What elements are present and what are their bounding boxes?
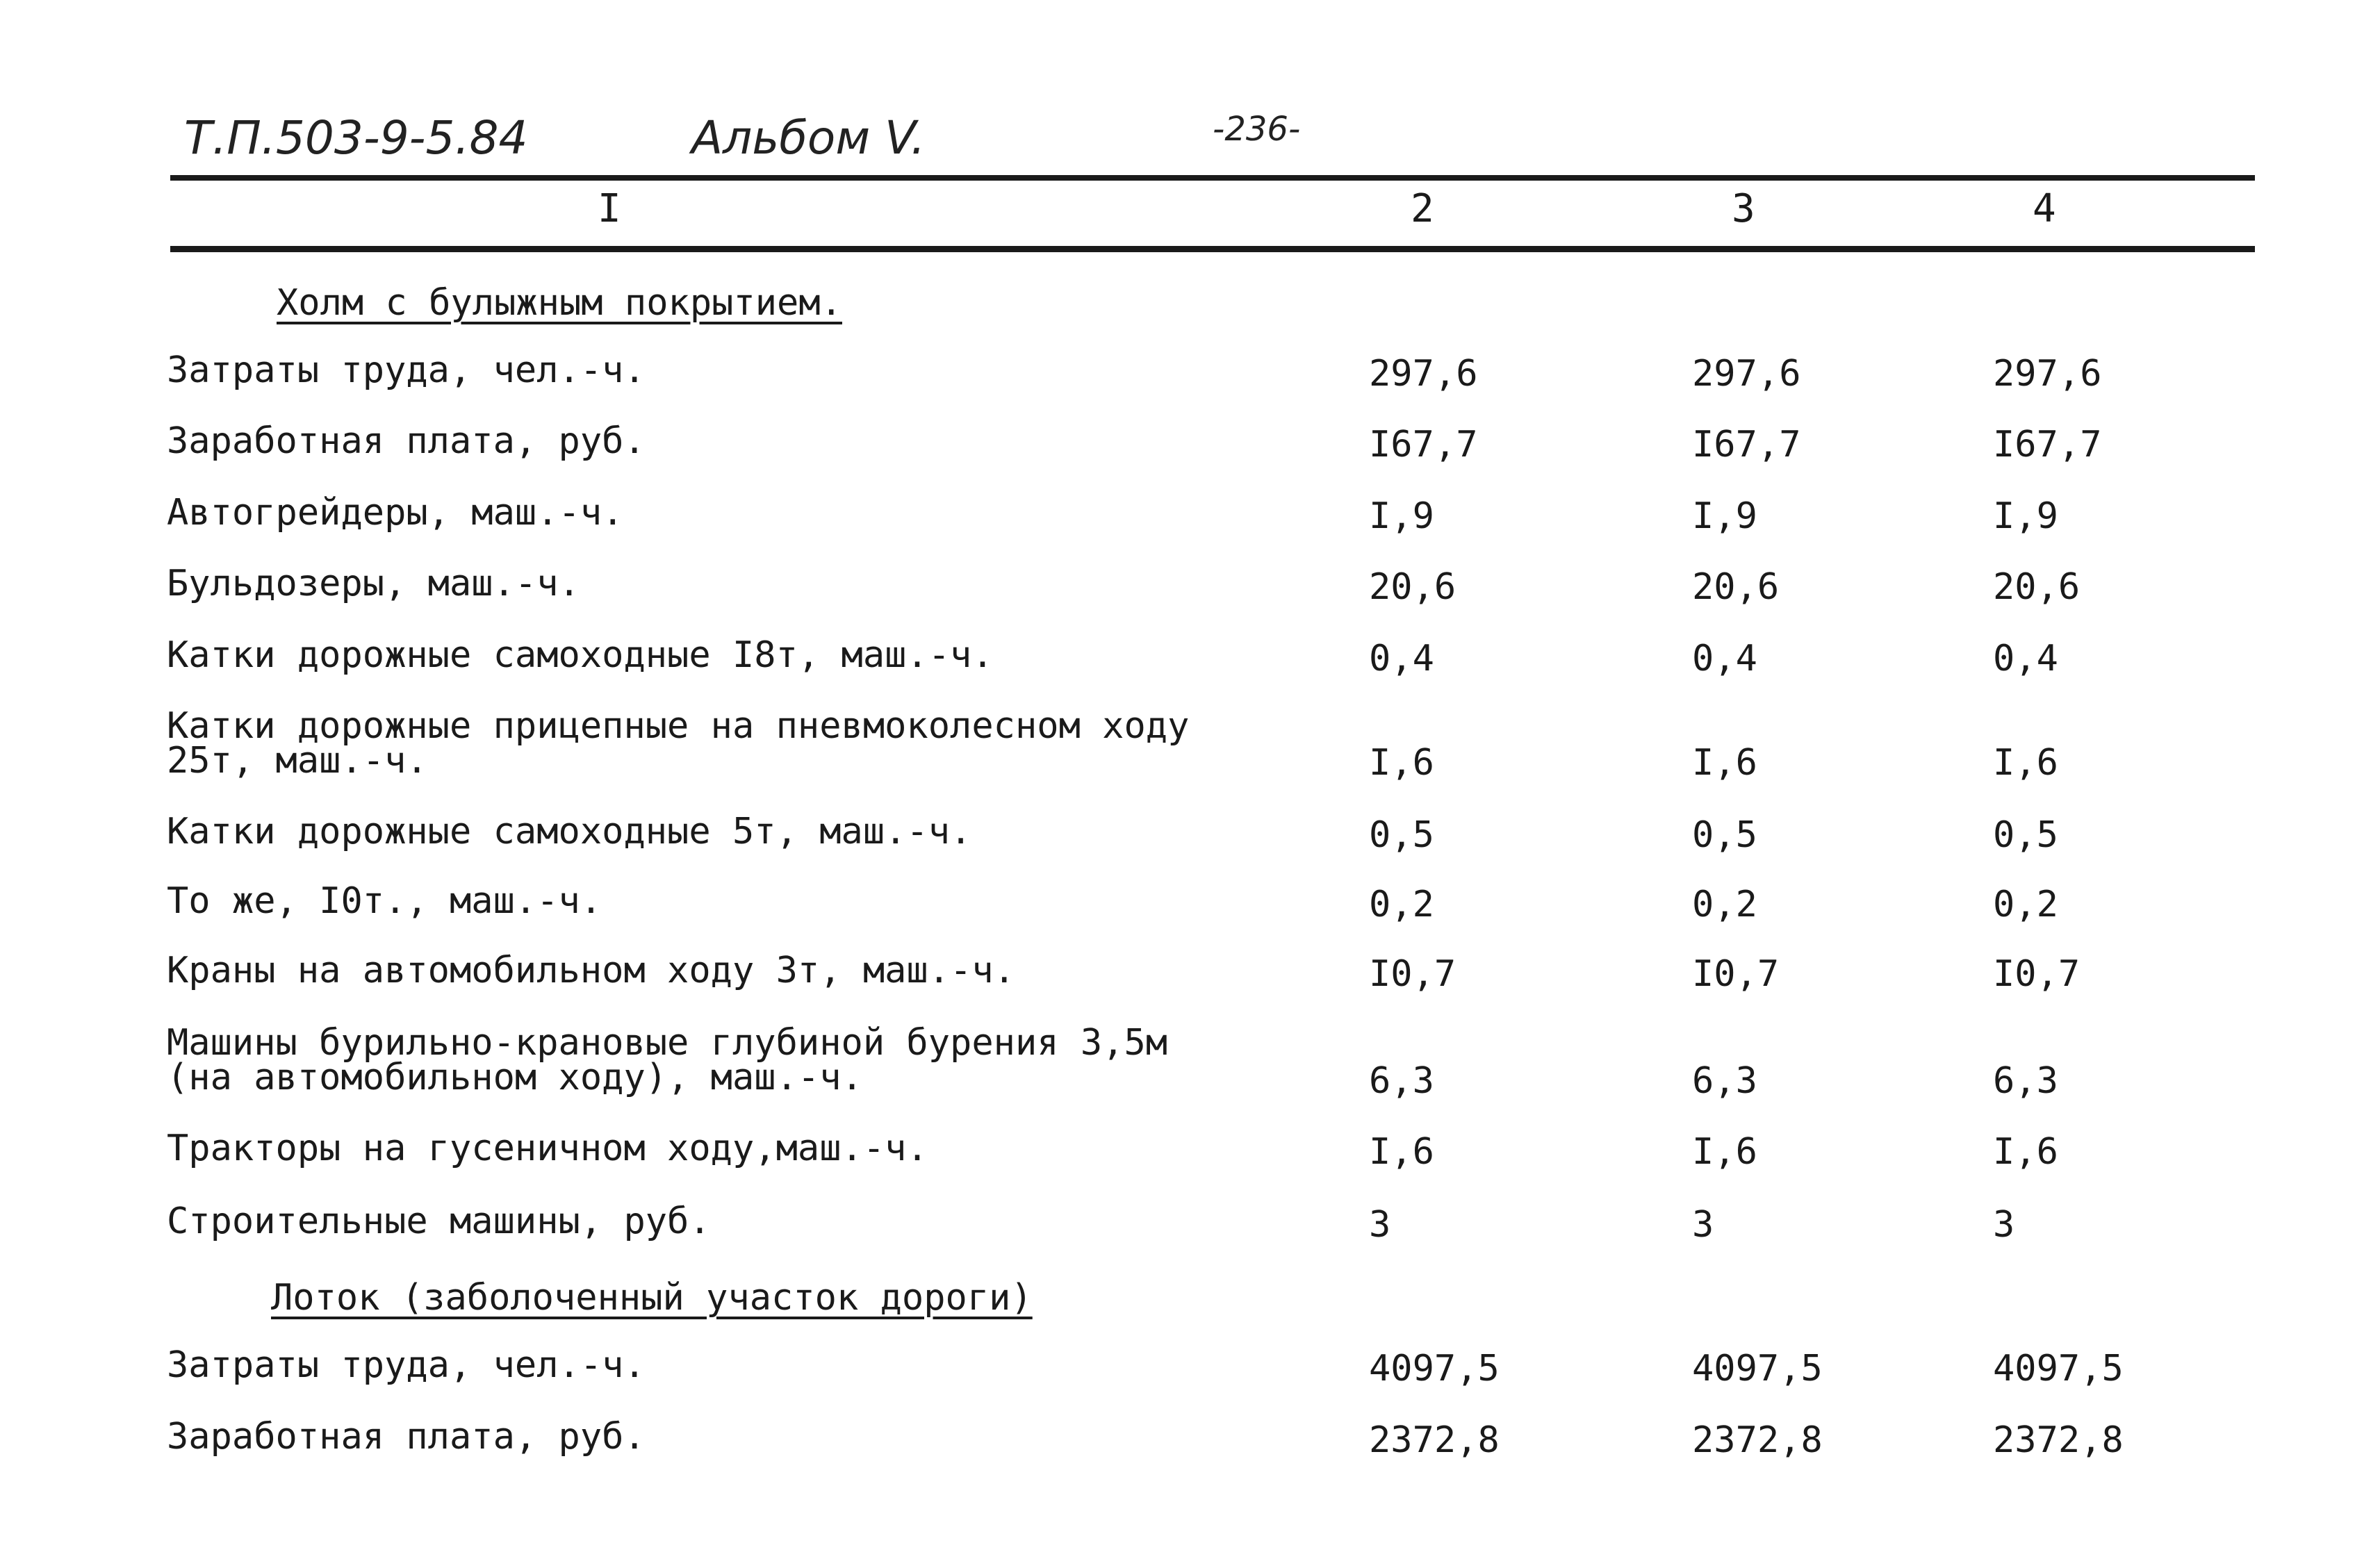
value-col-3: 297,6	[1692, 353, 1801, 395]
row-label: Затраты труда, чел.-ч.	[167, 349, 646, 391]
value-col-4: I67,7	[1993, 424, 2102, 465]
value-col-2: I,6	[1369, 742, 1434, 784]
value-col-2: I,6	[1369, 1131, 1434, 1173]
row-label: Строительные машины, руб.	[167, 1201, 711, 1242]
value-col-2: I67,7	[1369, 424, 1478, 465]
row-label: Заработная плата, руб.	[167, 1416, 646, 1458]
value-col-3: 0,5	[1692, 814, 1757, 856]
value-col-4: 0,2	[1993, 884, 2058, 925]
document-code: Т.П.503-9-5.84	[184, 111, 528, 165]
column-header-2: 2	[1411, 186, 1434, 231]
value-col-2: I0,7	[1369, 953, 1456, 995]
row-label: То же, I0т., маш.-ч.	[167, 880, 602, 922]
row-label: Автогрейдеры, маш.-ч.	[167, 492, 624, 534]
value-col-4: 4097,5	[1993, 1348, 2124, 1389]
value-col-3: I67,7	[1692, 424, 1801, 465]
value-col-3: 3	[1692, 1204, 1714, 1246]
value-col-3: 4097,5	[1692, 1348, 1823, 1389]
value-col-3: I,6	[1692, 742, 1757, 784]
value-col-2: 0,2	[1369, 884, 1434, 925]
row-label: Катки дорожные прицепные на пневмоколесном ходу 25т, маш.-ч.	[167, 705, 1190, 782]
value-col-4: 2372,8	[1993, 1419, 2124, 1461]
row-label: Машины бурильно-крановые глубиной бурения 3,5м (на автомобильном ходу), маш.-ч.	[167, 1022, 1168, 1098]
value-col-4: I,9	[1993, 495, 2058, 537]
value-col-3: I0,7	[1692, 953, 1780, 995]
value-col-4: 297,6	[1993, 353, 2102, 395]
value-col-4: I,6	[1993, 1131, 2058, 1173]
value-col-2: 20,6	[1369, 566, 1456, 608]
value-col-3: 2372,8	[1692, 1419, 1823, 1461]
value-col-2: 3	[1369, 1204, 1391, 1246]
value-col-3: 6,3	[1692, 1060, 1757, 1102]
value-col-2: 6,3	[1369, 1060, 1434, 1102]
value-col-2: 0,4	[1369, 638, 1434, 679]
row-label: Катки дорожные самоходные 5т, маш.-ч.	[167, 811, 972, 852]
album-label: Альбом V.	[691, 111, 926, 165]
value-col-4: 0,4	[1993, 638, 2058, 679]
value-col-2: 4097,5	[1369, 1348, 1500, 1389]
row-label: Краны на автомобильном ходу 3т, маш.-ч.	[167, 950, 1015, 991]
value-col-4: 0,5	[1993, 814, 2058, 856]
row-label: Заработная плата, руб.	[167, 420, 646, 462]
row-label: Бульдозеры, маш.-ч.	[167, 563, 580, 604]
column-header-3: 3	[1732, 186, 1755, 231]
section-title-hill: Холм с булыжным покрытием.	[277, 282, 842, 324]
value-col-2: 297,6	[1369, 353, 1478, 395]
value-col-4: 3	[1993, 1204, 2015, 1246]
page-number: -236-	[1213, 110, 1301, 149]
value-col-4: 6,3	[1993, 1060, 2058, 1102]
value-col-3: 20,6	[1692, 566, 1780, 608]
column-header-4: 4	[2033, 186, 2056, 231]
value-col-3: I,9	[1692, 495, 1757, 537]
value-col-2: 2372,8	[1369, 1419, 1500, 1461]
section-title-tray: Лоток (заболоченный участок дороги)	[271, 1277, 1033, 1319]
value-col-4: 20,6	[1993, 566, 2081, 608]
column-header-1: I	[598, 186, 621, 231]
row-label: Катки дорожные самоходные I8т, маш.-ч.	[167, 634, 994, 676]
value-col-2: I,9	[1369, 495, 1434, 537]
row-label: Затраты труда, чел.-ч.	[167, 1344, 646, 1386]
value-col-2: 0,5	[1369, 814, 1434, 856]
value-col-4: I0,7	[1993, 953, 2081, 995]
row-label: Тракторы на гусеничном ходу,маш.-ч.	[167, 1128, 928, 1169]
value-col-4: I,6	[1993, 742, 2058, 784]
value-col-3: 0,4	[1692, 638, 1757, 679]
header-top-rule	[170, 175, 2255, 181]
value-col-3: 0,2	[1692, 884, 1757, 925]
value-col-3: I,6	[1692, 1131, 1757, 1173]
header-bottom-rule	[170, 246, 2255, 252]
